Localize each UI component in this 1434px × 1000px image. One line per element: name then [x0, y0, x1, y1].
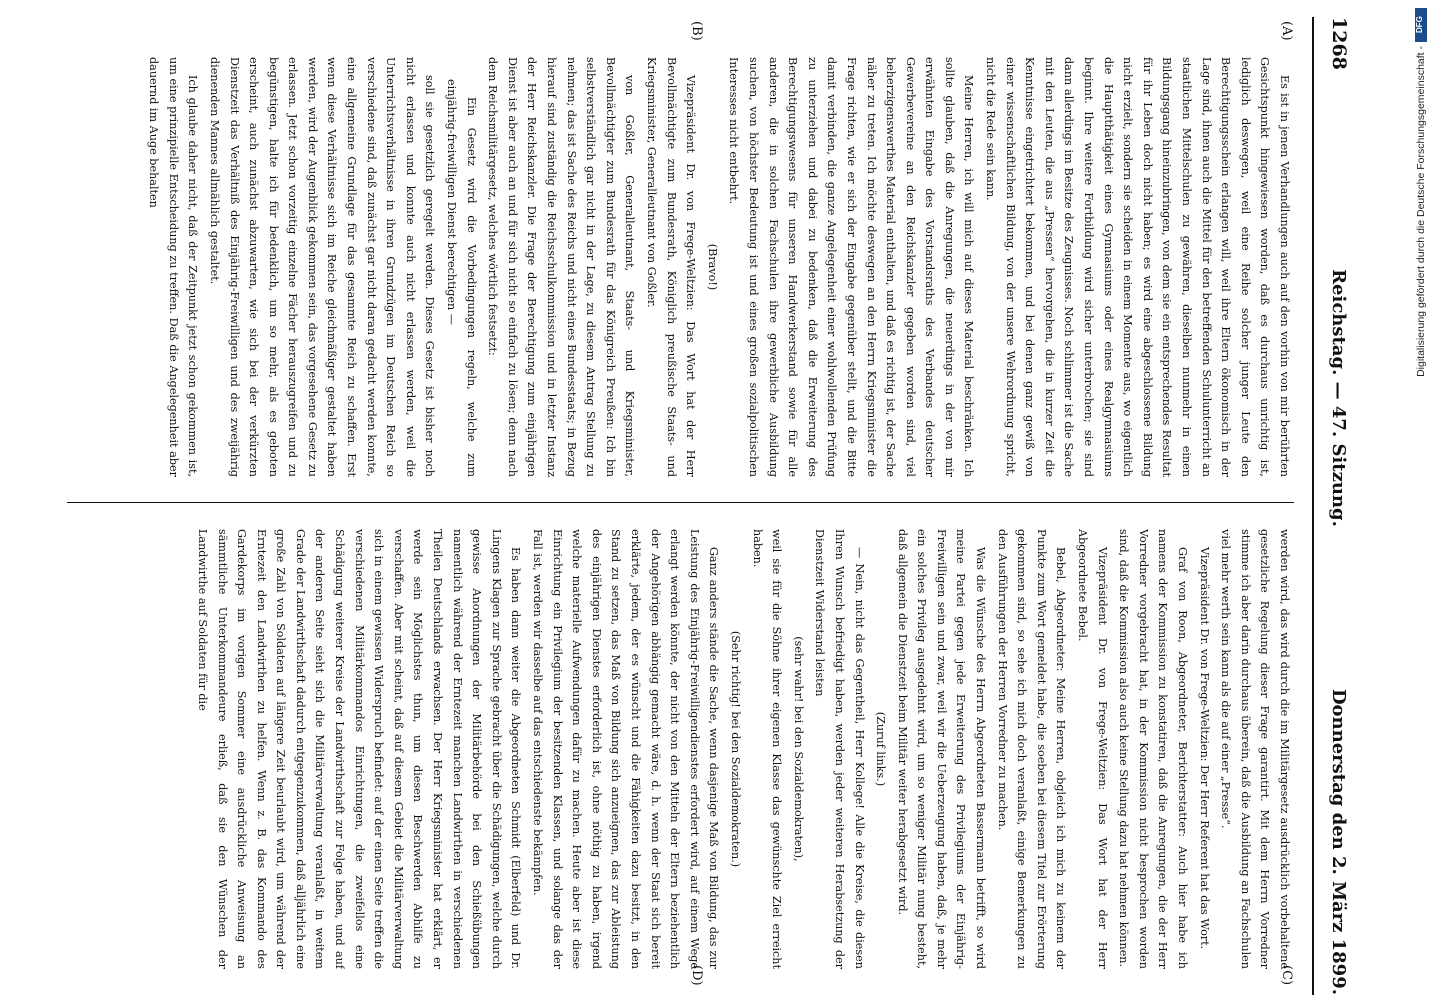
left-column — [67, 57, 1294, 477]
paragraph: Es haben dann weiter die Abgeordneten Schmidt (Elberfeld) und Dr. Lingens Klagen zur Sprache gebracht über die Schädigungen, welche durch gewisse Anordnungen der Militärbehörde bei den Schießübungen namentlich während der Erntezeit manchen Landwirthen in verschiedenen Theilen Deutschlands erwachsen. Der Herr Kriegsminister hat erklärt, er werde sein Möglichstes thun, um diesen Beschwerden Abhilfe zu verschaffen. Aber mit scheint, daß auf diesem Gebiet die Militärverwaltung sich in einem gewissen Widerspruch befindet: auf der einen Seite treffen die verschiedenen Militärkommandos Einrichtungen, die zweifellos eine Schädigung weiterer Kreise der Landwirthschaft zur Folge haben, und auf der anderen Seite sieht sich die Militärverwaltung veranlaßt, in weitem Grade der Landwirthschaft dadurch entgegenzukommen, daß alljährlich eine große Zahl von Soldaten auf längere Zeit beurlaubt wird, um während der Erntezeit den Landwirthen zu helfen. Wenn z. B. das Kommando des Gardekorps im vorigen Sommer eine ausdrückliche Anweisung an sämmtliche Unterkommandeure erließ, daß sie den Wünschen der Landwirthe auf Soldaten für die — [195, 529, 523, 969]
right-column — [67, 529, 1294, 969]
interjection: (Sehr richtig! bei den Sozialdemokraten.) — [728, 630, 742, 868]
dfg-logo: DFG — [1415, 8, 1427, 42]
digitization-watermark — [1414, 8, 1428, 998]
paragraph: — Nein, nicht das Gegentheil, Herr Kollege! Alle die Kreise, die diesen Ihren Wunsch befriedigt haben, werden jeder weiteren Herabsetzung der Dienstzeit Widerstand leisten — [813, 529, 866, 969]
paragraph: Vizepräsident Dr. von Frege-Weltzien: Das Wort hat der Herr Abgeordnete Bebel. — [1076, 529, 1109, 969]
paragraph: Es ist in jenen Verhandlungen auch auf den vorhin von mir berührten Gesichtspunkt hingewiesen worden, daß es durchaus unrichtig ist, lediglich deswegen, weil eine Reihe solcher junger Leute den Berechtigungsschein erlangen will, weil ihre Eltern ökonomisch in der Lage sind, ihnen auch die Mittel für den betreffenden Schulunterricht an staatlichen Mittelschulen zu gewähren, dieselben nunmehr in einen Bildungsgang hineinzubringen, von dem sie ein entsprechendes Resultat für ihr Leben doch nicht haben; es wird eine abgeschlossene Bildung nicht erzielt, sondern sie scheiden in einem Momente aus, wo eigentlich die Hauptthätigkeit eines Gymnasiums oder eines Realgymnasiums beginnt. Ihre weitere Fortbildung wird sicher unterbrochen; sie sind dann allerdings im Besitze des Zeugnisses. Noch schlimmer ist die Sache mit den Leuten, die aus „Pressen“ hervorgehen, die in kurzer Zeit die Kenntnisse eingetrichtert bekommen, und bei denen ganz gewiß von einer wissenschaftlichen Bildung, von der unsere Wehrordnung spricht, nicht die Rede sein kann. — [984, 57, 1291, 477]
paragraph: Was die Wünsche des Herrn Abgeordneten Bassermann betrifft, so wird meine Partei gegen jede Erweiterung des Privilegiums der Einjährig-Freiwilligen sein und zwar, weil wir die Ueberzeugung haben, daß, je mehr ein solches Privileg ausgedehnt wird, um so weniger Militär nung besteht, daß allgemein die Dienstzeit beim Militär weiter herabgesetzt wird. — [895, 529, 988, 969]
session-date: Donnerstag den 2. März 1899. — [1328, 688, 1350, 995]
paragraph: Graf von Roon, Abgeordneter, Berichterstatter: Auch hier habe ich namens der Kommission zu konstatiren, daß die Anregungen, die der Herr Vorredner vorgebracht hat, in der Kommission nicht besprochen worden sind, daß die Kommission also auch keine Stellung dazu hat nehmen können. — [1117, 529, 1190, 969]
margin-marker-c: (C) — [1279, 965, 1294, 986]
margin-marker-a: (A) — [1279, 21, 1294, 41]
page-number: 1268 — [1328, 17, 1350, 70]
paragraph: Ich glaube daher nicht, daß der Zeitpunkt jetzt schon gekommen ist, um eine prinzipielle Entscheidung zu treffen. Daß die Angelegenheit aber dauernd im Auge behalten — [147, 57, 200, 477]
paragraph: Vizepräsident Dr. von Frege-Weltzien: Der Herr Referent hat das Wort. — [1197, 547, 1211, 950]
margin-marker-d: (D) — [689, 965, 704, 986]
paragraph: soll sie gesetzlich geregelt werden. Dieses Gesetz ist bisher noch nicht erlassen und konnte auch nicht erlassen werden, weil die Unterrichtsverhältnisse in ihren Grundzügen im Deutschen Reich so verschiedene sind, daß zunächst gar nicht daran gedacht werden konnte, eine allgemeine Grundlage für das gesammte Reich zu schaffen. Erst wenn diese Verhältnisse sich im Reiche gleichmäßiger gestaltet haben werden, wird der Augenblick gekommen sein, das vorgesehene Gesetz zu erlassen. Jetzt schon vorzeitig einzelne Fächer herauszugreifen und zu begünstigen, halte ich für bedenklich, um so mehr, als es geboten erscheint, auch zunächst abzuwarten, wie sich bei der verkürzten Dienstzeit das Verhältniß des Einjährig-Freiwilligen und des zweijährig dienenden Mannes allmählich gestaltet. — [207, 57, 437, 477]
paragraph: Bebel, Abgeordneter: Meine Herren, obgleich ich mich zu keinem der Punkte zum Wort gemeldet habe, die soeben bei diesem Titel zur Erörterung gekommen sind, so sehe ich mich doch veranlaßt, einige Bemerkungen zu den Ausführungen der Herren Vorredner zu machen. — [995, 529, 1068, 969]
watermark-text: Digitalisierung gefördert durch die Deutsche Forschungsgemeinschaft - — [1415, 46, 1427, 377]
paragraph: weil sie für die Söhne ihrer eigenen Klasse das gewünschte Ziel erreicht haben. — [750, 529, 784, 969]
page-header — [1312, 17, 1364, 995]
interjection: (Bravo!) — [705, 243, 719, 291]
paragraph: Ganz anders stände die Sache, wenn dasjenige Maß von Bildung, das zur Leistung des Einjährig-Freiwilligendienstes erfordert wird, auf einem Wege erlangt werden könnte, der nicht von den Mitteln der Eltern beziehentlich der Angehörigen abhängig gemacht wäre, d. h. wenn der Staat sich bereit erklärte, jedem, der es wünscht und die Fähigkeiten dazu besitzt, in den Stand zu setzen, das Maß von Bildung sich anzueignen, das zur Ableistung des einjährigen Dienstes erforderlich ist, ohne nöthig zu haben, irgend welche materielle Aufwendungen dafür zu machen. Heute aber ist diese Einrichtung ein Privilegium der besitzenden Klassen, und solange das der Fall ist, werden wir dasselbe auf das entschiedenste bekämpfen. — [531, 529, 721, 969]
document-page — [67, 17, 1364, 995]
session-title: Reichstag. — 47. Sitzung. — [1328, 269, 1350, 527]
quotation: Ein Gesetz wird die Vorbedingungen regeln, welche zum einjährig-freiwilligen Dienst berechtigen — — [445, 79, 478, 477]
column-divider — [67, 502, 1294, 503]
paragraph: Vizepräsident Dr. von Frege-Weltzien: Das Wort hat der Herr Bevollmächtigte zum Bundesrath, Königlich preußische Staats- und Kriegsminister, Generalleutnant von Goßler. — [645, 57, 698, 477]
margin-marker-b: (B) — [689, 21, 704, 41]
paragraph: werden wird, das wird durch die im Militärgesetz ausdrücklich vorbehaltene gesetzliche Regelung dieser Frage garantirt. Mit dem Herrn Vorredner stimme ich aber darin durchaus überein, daß die Ausbildung an Fachschulen viel mehr werth sein kann als die auf einer „Presse“. — [1219, 529, 1291, 969]
paragraph: von Goßler, Generalleutnant, Staats- und Kriegsminister, Bevollmächtigter zum Bundesrath für das Königreich Preußen: Ich bin selbstverständlich gar nicht in der Lage, zu diesem Antrag Stellung zu nehmen; das ist Sache des Reichs und nicht eines Bundesstaats; in Bezug hierauf sind zuständig die Reichsschulkommission und in letzter Instanz der Herr Reichskanzler. Die Frage der Berechtigung zum einjährigen Dienst ist aber auch an und für sich nicht so einfach zu lösen; denn nach dem Reichsmilitärgesetz, welches wörtlich festsetzt: — [486, 57, 637, 477]
interjection: (Zuruf links.) — [874, 711, 888, 787]
interjection: (sehr wahr! bei den Sozialdemokraten), — [791, 636, 805, 862]
paragraph: Meine Herren, ich will mich auf dieses Material beschränken. Ich sollte glauben, daß die Anregungen, die neuerdings in der von mir erwähnten Eingabe des Vorstandsraths des Verbandes deutscher Gewerbevereine an den Reichskanzler gegeben worden sind, viel beherzigenswerthes Material enthalten, und daß es richtig ist, der Sache näher zu treten. Ich möchte deswegen an den Herrn Kriegsminister die Frage richten, wie er sich der Eingabe gegenüber stellt, und die Bitte damit verbinden, die ganze Angelegenheit einer wohlwollenden Prüfung zu unterziehen und dabei zu bedenken, daß die Erweiterung des Berechtigungswesens für unseren Handwerkerstand sowie für alle anderen, die in solchen Fachschulen ihre gewerbliche Ausbildung suchen, von höchster Bedeutung ist und eines großen sozialpolitischen Interesses nicht entbehrt. — [727, 57, 976, 477]
